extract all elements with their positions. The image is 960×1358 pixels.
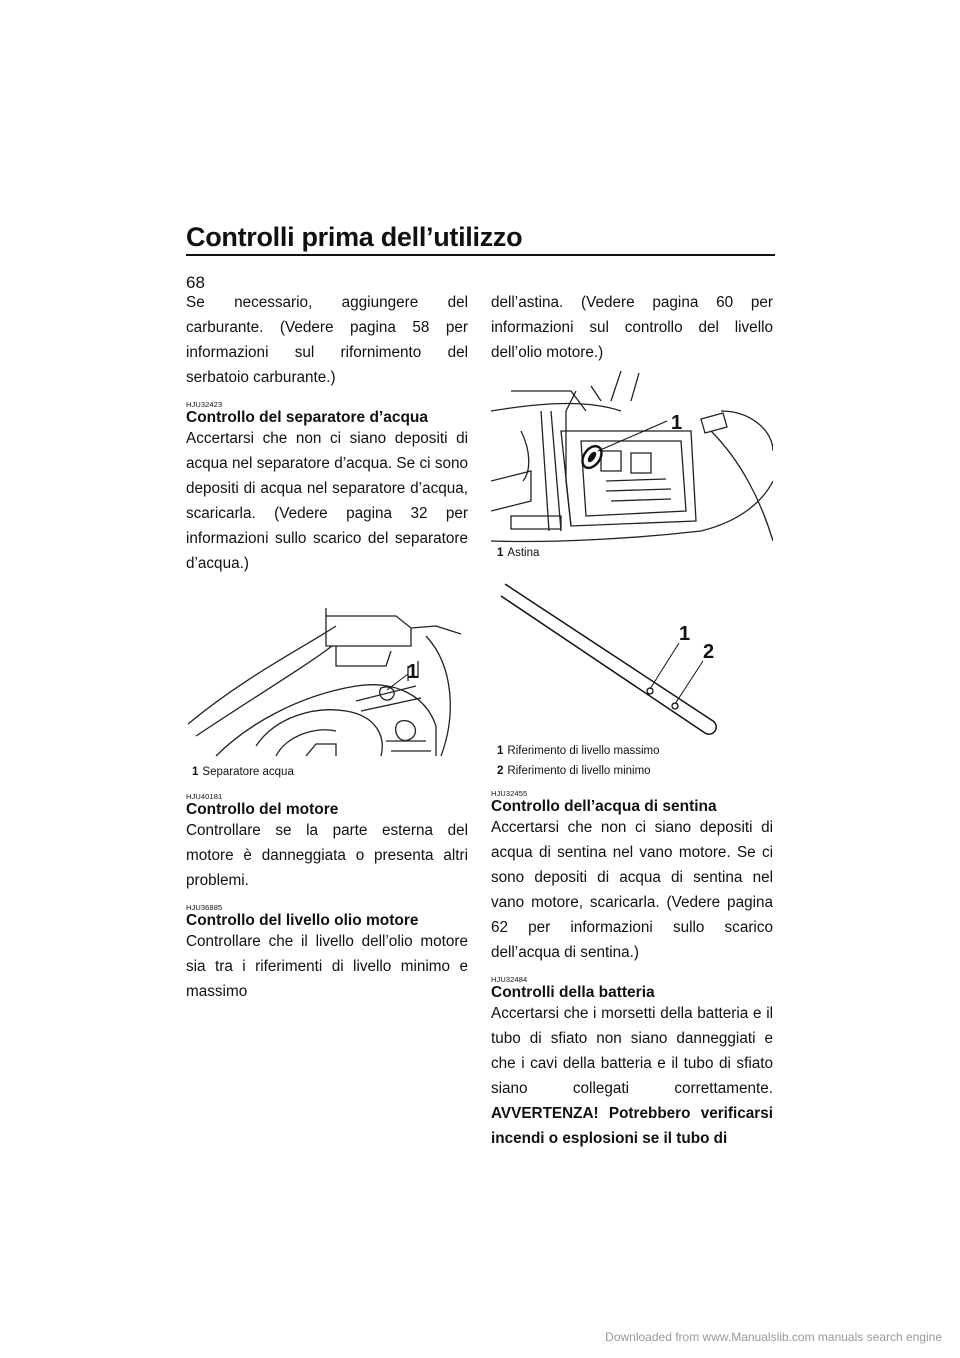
figure-callout-1: 1 (671, 412, 683, 434)
leader-line (675, 661, 703, 704)
section-code: HJU32455 (491, 789, 528, 798)
figure-callout-2: 2 (703, 641, 715, 663)
section-code: HJU32484 (491, 975, 528, 984)
battery-warning: AVVERTENZA! Potrebbero verificarsi incendi o esplosioni se il tubo di (491, 1105, 773, 1147)
water-separator-illustration (186, 606, 468, 762)
section-code: HJU32423 (186, 400, 223, 409)
figure-caption: 1 Astina (497, 547, 540, 559)
figure-callout-1: 1 (407, 661, 419, 683)
figure-dipstick-marks (491, 581, 773, 781)
page-title: Controlli prima dell’utilizzo (186, 222, 523, 252)
figure-callout-1: 1 (679, 623, 691, 645)
page-footer: Downloaded from www.Manualslib.com manuals search engine (605, 1330, 942, 1344)
figure-dipstick (491, 371, 773, 563)
battery-paragraph: Accertarsi che i morsetti della batteria e il tubo di sfiato non siano danneggiati e che i cavi della batteria e il tubo di sfiato siano collegati correttamente. AVVERTENZA! Potrebbero verificarsi incendi o esplosioni se il tubo di (491, 1005, 773, 1147)
section-heading-water-separator: Controllo del separatore d’acqua (186, 409, 429, 426)
section-heading-engine: Controllo del motore (186, 801, 339, 818)
dipstick-illustration (491, 371, 773, 543)
left-column (186, 290, 468, 1004)
water-separator-paragraph: Accertarsi che non ci siano depositi di acqua nel separatore d’acqua. Se ci sono depositi di acqua nel separatore d’acqua, scaricarla. (Vedere pagina 32 per informazioni sullo scarico del separatore d’acqua.) (186, 430, 468, 572)
oil-level-continued: dell’astina. (Vedere pagina 60 per informazioni sul controllo del livello dell’olio motore.) (491, 294, 773, 361)
section-heading-oil-level: Controllo del livello olio motore (186, 912, 419, 929)
dipstick-rod (501, 584, 716, 734)
section-heading-bilge: Controllo dell’acqua di sentina (491, 798, 717, 815)
section-code: HJU36885 (186, 903, 223, 912)
leader-line (650, 643, 679, 689)
figure-caption: 1 Riferimento di livello massimo (497, 745, 660, 757)
bilge-paragraph: Accertarsi che non ci siano depositi di acqua di sentina nel vano motore. Se ci sono depositi di acqua di sentina nel vano motore, scaricarla. (Vedere pagina 62 per informazioni sullo scarico dell’acqua di sentina.) (491, 819, 773, 961)
section-code: HJU40181 (186, 792, 223, 801)
figure-caption: 2 Riferimento di livello minimo (497, 765, 651, 777)
oil-level-paragraph: Controllare che il livello dell’olio motore sia tra i riferimenti di livello minimo e massimo (186, 933, 468, 1000)
figure-water-separator (186, 606, 468, 782)
dipstick-marks-illustration (491, 581, 773, 741)
page-number: 68 (186, 273, 205, 292)
leader-line (387, 674, 408, 690)
leader-line (598, 421, 667, 451)
title-rule (186, 254, 775, 256)
figure-caption: 1 Separatore acqua (192, 766, 294, 778)
section-heading-battery: Controlli della batteria (491, 984, 655, 1001)
intro-paragraph: Se necessario, aggiungere del carburante. (Vedere pagina 58 per informazioni sul rifornimento del serbatoio carburante.) (186, 294, 468, 386)
engine-paragraph: Controllare se la parte esterna del motore è danneggiata o presenta altri problemi. (186, 822, 468, 889)
right-column (491, 290, 773, 1151)
